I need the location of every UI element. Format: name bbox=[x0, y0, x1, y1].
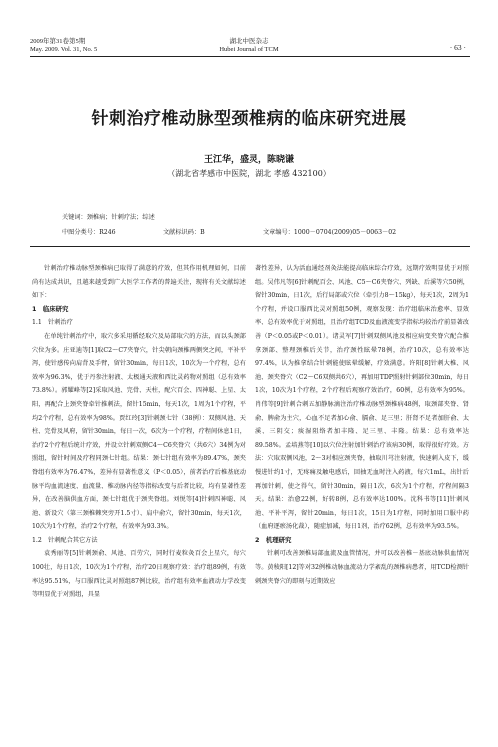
journal-name-en: Hubei Journal of TCM bbox=[219, 46, 279, 53]
subsection-heading: 1.1 针刺治疗 bbox=[32, 319, 73, 327]
right-column bbox=[255, 262, 469, 588]
article-title: 针刺治疗椎动脉型颈椎病的临床研究进展 bbox=[91, 109, 407, 129]
section-heading: 2 机理研究 bbox=[255, 535, 292, 544]
body-paragraph: 在单纯针刺治疗中，取穴多采用循经取穴及局部取穴的方法，而以头颈部穴位为多。庄亚迪等[1]取C2～C7夹脊穴，针尖朝向颈椎两侧突之间，平补平泻，使针感传向肩背及手臂，留针30min，每日1次，10次为一个疗程，总有效率为96.3%，优于丹参注射液、太极通天液和西比灵药物对照组（总有效率73.8%）。郭耀峰等[2]采取风池、完骨、天柱，配穴百会、四神聪、上星、太阳，再配合上颈夹脊牵针推刺法，留针15min，每天1次，1周为1个疗程，平均2个疗程，总有效率为98%。贾红玲[3]针刺颈七针（38例）：双侧风池、天柱、完骨及风府，留针30min，每日一次，6次为一个疗程，疗程间休息1日，治疗2个疗程后统计疗效，并设立针刺双侧C4～C6夹脊穴（共6穴）34例为对照组，留针时间及疗程同颈七针组。结果：颈七针组有效率为89.47%，颈夹脊组有效率为76.47%，差异有显著性意义（P＜0.05），前者治疗后椎基底动脉平均血流速度、血流量、椎动脉内径等指标改变与后者比较，均有显著性差异，在改善脑供血方面，颈七针组优于颈夹脊组。刘悦等[4]针刺四神聪、风池、新设穴（第三颈椎棘突旁开1.5寸）、肩中俞穴，留针30min，每天1次，10次为1个疗程，治疗2个疗程，有效率为93.3%。 bbox=[32, 332, 246, 531]
page-number: · 63 · bbox=[449, 43, 466, 52]
body-paragraph: 针刺可改善颈椎局部血流及血管情况，并可以改善椎－基底动脉供血情况等。黄稜阳[12]等对32例椎动脉血流动力学紊乱的颈椎病患者，用TCD检测针刺颈夹脊穴的即刻与近期效应 bbox=[255, 550, 469, 585]
issue-cn: 2009年第31卷第5期 bbox=[30, 38, 86, 45]
body-paragraph: 袁秀丽等[5]针刺颈俞、风池、百劳穴，同时行麦粒灸百会上星穴，每穴100壮，每日1次，10次为1个疗程，治疗20日观察疗效：治疗组89例，有效率达95.51%，与口服西比灵对照组87例比较，治疗组有效率血液动力学改变等明显优于对照组，具显 bbox=[32, 550, 246, 599]
authors: 王江华，盛灵，陈晓谦 bbox=[203, 155, 294, 165]
journal-name-cn: 湖北中医杂志 bbox=[229, 38, 269, 45]
body-paragraph: 针刺治疗椎动脉型颈椎病已取得了满意的疗效，但其作用机理如何，目前尚有达成共识，且越来越受到广大医学工作者的普遍关注，现将有关文献综述如下： bbox=[32, 265, 246, 300]
affiliation: （湖北省孝感市中医院，湖北 孝感 432100） bbox=[167, 169, 331, 178]
left-column bbox=[32, 262, 246, 602]
header-rule bbox=[30, 56, 470, 57]
issue-en: May. 2009. Vol. 31, No. 5 bbox=[30, 46, 98, 53]
abstract-rule bbox=[30, 246, 470, 247]
document-code: 文献标识码：B bbox=[163, 229, 205, 236]
subsection-heading: 1.2 针刺配合其它方法 bbox=[32, 536, 98, 544]
body-paragraph: 著性差异，认为活血通经剂灸法能提高临床综合疗效，远期疗效明显优于对照组。吴伟凡等[6]针刺配百会、风池、C5～C6夹脊穴、列缺、后溪等穴50例，留针30min，日1次，后行局部或穴位（牵引力8～15kg），每天1次，2周为1个疗程，并设口服西比灵对照组50例，观察发现：治疗组临床治愈率、显效率、总有效率优于对照组，且治疗组TCD及血液流变学指标均较治疗前显著改善（P＜0.05或P＜0.01）。诸灵军[7]针刺双侧风池及相应病变夹脊穴配合推拿颈部、整理颈椎后关节，治疗颈性眩晕78例，治疗10次，总有效率达97.4%，认为推拿结合针刺能使眩晕缓解，疗效满意。许阳[8]针刺大椎、风池、颈夹脊穴（C2～C6双侧共6穴），再加用TDP照射针刺部位30min，每日1次，10次为1个疗程，2个疗程后观察疗效治疗，60例，总有效率为95%。肖伟等[9]针刺合刺五加静脉滴注治疗椎动脉型颈椎病48例，取颈部夹脊、肾俞、脾俞为主穴，心血不足者加心俞、膈俞、足三里；肝肾不足者加肝俞、太溪、三阴交；痰湿阻络者加丰隆、足三里、丰隆。结果：总有效率达89.58%。孟培燕等[10]以穴位注射加针刺治疗该病30例，取得很好疗效。方法：穴取双侧风池，2～3对相应颈夹脊，抽取川芎注射液，快速刺入皮下，缓慢进针约1寸，无疼痛及触电感后，回抽无血时注入药液，每穴1mL，出针后再加针刺，使之得气，留针30min，隔日1次，6次为1个疗程，疗程间隔3天。结果：治愈22例，好转8例，总有效率达100%。沈科书等[11]针刺风池、平补平泻，留针20min，每日1次，15日为1疗程，同时加用口服中药（血府逐瘀汤化裁），随症加减，每日1剂，治疗62例，总有效率为93.5%。 bbox=[255, 265, 469, 531]
journal-name bbox=[0, 38, 498, 54]
section-heading: 1 临床研究 bbox=[32, 304, 69, 313]
clc-number: 中图分类号：R246 bbox=[62, 229, 116, 236]
article-number: 文章编号：1000－0704(2009)05－0063－02 bbox=[263, 229, 397, 236]
keywords: 关键词：颈椎病；针刺疗法；综述 bbox=[62, 214, 155, 221]
